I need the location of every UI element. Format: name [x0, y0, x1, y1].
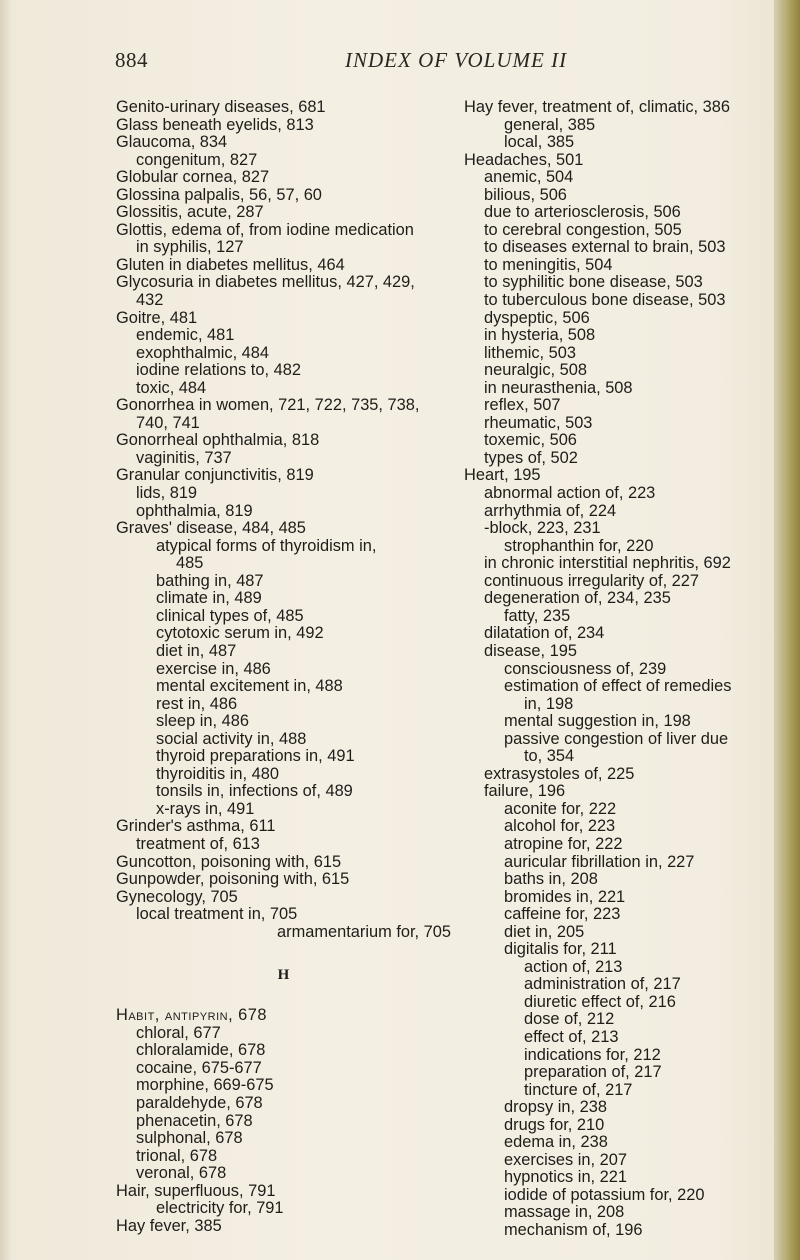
index-entry: neuralgic, 508 [484, 361, 587, 380]
index-entry: social activity in, 488 [156, 729, 307, 748]
index-entry: to, 354 [524, 747, 575, 766]
index-entry: cytotoxic serum in, 492 [156, 624, 324, 643]
page-edge [774, 0, 800, 1260]
index-entry: Grinder's asthma, 611 [116, 817, 276, 836]
index-entry: reflex, 507 [484, 396, 561, 415]
page-gutter-shadow [0, 0, 12, 1260]
index-entry: exercise in, 486 [156, 659, 271, 678]
index-entry: ophthalmia, 819 [136, 501, 253, 520]
index-entry: to cerebral congestion, 505 [484, 220, 682, 239]
index-entry: digitalis for, 211 [504, 940, 617, 959]
index-entry: rheumatic, 503 [484, 413, 593, 432]
index-entry: lids, 819 [136, 484, 198, 503]
index-entry: to tuberculous bone disease, 503 [484, 291, 726, 310]
index-entry: mental excitement in, 488 [156, 677, 343, 696]
index-entry: arrhythmia of, 224 [484, 501, 617, 520]
index-entry: 485 [176, 554, 204, 573]
index-entry: preparation of, 217 [524, 1063, 662, 1082]
index-entry: drugs for, 210 [504, 1115, 605, 1134]
index-entry: exercises in, 207 [504, 1150, 627, 1169]
index-entry: indications for, 212 [524, 1045, 661, 1064]
index-entry: trional, 678 [136, 1146, 218, 1165]
index-entry: 740, 741 [136, 413, 200, 432]
index-entry: Granular conjunctivitis, 819 [116, 466, 314, 485]
index-entry: diuretic effect of, 216 [524, 992, 676, 1011]
index-entry: passive congestion of liver due [504, 729, 729, 748]
index-entry: Heart, 195 [464, 466, 541, 485]
index-entry: Glycosuria in diabetes mellitus, 427, 429, [116, 273, 415, 292]
index-entry: continuous irregularity of, 227 [484, 571, 700, 590]
index-entry: morphine, 669-675 [136, 1076, 274, 1095]
index-entry: diet in, 487 [156, 641, 237, 660]
index-entry: dose of, 212 [524, 1010, 615, 1029]
index-entry: degeneration of, 234, 235 [484, 589, 671, 608]
index-entry: to meningitis, 504 [484, 255, 613, 274]
index-entry: electricity for, 791 [156, 1199, 284, 1218]
index-entry: general, 385 [504, 115, 596, 134]
index-entry: endemic, 481 [136, 326, 235, 345]
section-letter: H [277, 967, 290, 984]
index-entry: treatment of, 613 [136, 834, 260, 853]
index-entry: x-rays in, 491 [156, 799, 255, 818]
index-entry: chloralamide, 678 [136, 1041, 266, 1060]
index-entry: Glass beneath eyelids, 813 [116, 115, 314, 134]
index-entry: failure, 196 [484, 782, 566, 801]
index-entry: toxic, 484 [136, 378, 207, 397]
index-entries-right [464, 99, 776, 1240]
index-entry: thyroid preparations in, 491 [156, 747, 355, 766]
index-entry: hypnotics in, 221 [504, 1168, 628, 1187]
index-entry: in neurasthenia, 508 [484, 378, 633, 397]
index-entry: Guncotton, poisoning with, 615 [116, 852, 342, 871]
index-entry: effect of, 213 [524, 1027, 619, 1046]
index-entry: rest in, 486 [156, 694, 238, 713]
index-entry: tincture of, 217 [524, 1080, 633, 1099]
index-entry: Goitre, 481 [116, 308, 198, 327]
index-entry: mental suggestion in, 198 [504, 712, 691, 731]
index-entry: Glossina palpalis, 56, 57, 60 [116, 185, 322, 204]
index-entry: consciousness of, 239 [504, 659, 667, 678]
index-entry: edema in, 238 [504, 1133, 608, 1152]
index-entry: extrasystoles of, 225 [484, 764, 635, 783]
index-entry: Globular cornea, 827 [116, 168, 270, 187]
index-entry: Gluten in diabetes mellitus, 464 [116, 255, 345, 274]
index-entry: to diseases external to brain, 503 [484, 238, 726, 257]
running-head: INDEX OF VOLUME II [345, 48, 568, 72]
index-entry: dropsy in, 238 [504, 1098, 607, 1117]
index-entry: in syphilis, 127 [136, 238, 244, 257]
index-entry: disease, 195 [484, 641, 577, 660]
index-column-right [464, 99, 776, 1240]
index-entry: iodide of potassium for, 220 [504, 1185, 705, 1204]
index-entry: phenacetin, 678 [136, 1111, 253, 1130]
index-entry: sleep in, 486 [156, 712, 249, 731]
index-entry: dilatation of, 234 [484, 624, 605, 643]
index-entry: fatty, 235 [504, 606, 571, 625]
index-entry: to syphilitic bone disease, 503 [484, 273, 703, 292]
index-entry: thyroiditis in, 480 [156, 764, 279, 783]
index-entry: bromides in, 221 [504, 887, 626, 906]
index-entry: cocaine, 675-677 [136, 1058, 262, 1077]
index-entry: atropine for, 222 [504, 834, 623, 853]
index-entry: tonsils in, infections of, 489 [156, 782, 353, 801]
index-entry: bathing in, 487 [156, 571, 264, 590]
index-entry: lithemic, 503 [484, 343, 577, 362]
index-entry: vaginitis, 737 [136, 448, 232, 467]
index-entry: Gonorrhea in women, 721, 722, 735, 738, [116, 396, 420, 415]
index-entry: abnormal action of, 223 [484, 484, 656, 503]
index-entry: sulphonal, 678 [136, 1129, 243, 1148]
index-entry: Habit, antipyrin, 678 [116, 1006, 268, 1025]
index-entry: strophanthin for, 220 [504, 536, 654, 555]
index-entry: veronal, 678 [136, 1164, 227, 1183]
index-entry: Glossitis, acute, 287 [116, 203, 264, 222]
index-entry: massage in, 208 [504, 1203, 625, 1222]
index-entry: paraldehyde, 678 [136, 1093, 263, 1112]
index-entry: auricular fibrillation in, 227 [504, 852, 695, 871]
index-entry: armamentarium for, 705 [277, 922, 451, 941]
index-entry: Genito-urinary diseases, 681 [116, 98, 326, 116]
index-entry: toxemic, 506 [484, 431, 577, 450]
page-number: 884 [115, 48, 148, 72]
index-entry: Hay fever, 385 [116, 1216, 222, 1235]
index-entries-g [116, 99, 451, 941]
index-entry: aconite for, 222 [504, 799, 617, 818]
index-entry: clinical types of, 485 [156, 606, 304, 625]
index-entry: atypical forms of thyroidism in, [156, 536, 377, 555]
index-entry: administration of, 217 [524, 975, 681, 994]
index-entries-h [116, 1007, 451, 1235]
index-entry: Gunpowder, poisoning with, 615 [116, 870, 350, 889]
index-entry: Headaches, 501 [464, 150, 584, 169]
index-entry: in hysteria, 508 [484, 326, 596, 345]
index-entry: in chronic interstitial nephritis, 692 [484, 554, 731, 573]
index-entry: due to arteriosclerosis, 506 [484, 203, 681, 222]
index-entry: dyspeptic, 506 [484, 308, 590, 327]
index-entry: action of, 213 [524, 957, 623, 976]
index-column-left [116, 99, 451, 1235]
index-entry: estimation of effect of remedies [504, 677, 732, 696]
index-entry: bilious, 506 [484, 185, 567, 204]
index-entry: Graves' disease, 484, 485 [116, 519, 306, 538]
index-entry: local treatment in, 705 [136, 905, 298, 924]
index-entry: Gonorrheal ophthalmia, 818 [116, 431, 320, 450]
index-entry: climate in, 489 [156, 589, 262, 608]
index-entry: types of, 502 [484, 448, 578, 467]
index-entry: 432 [136, 291, 164, 310]
index-entry: -block, 223, 231 [484, 519, 601, 538]
index-entry: iodine relations to, 482 [136, 361, 301, 380]
index-entry: exophthalmic, 484 [136, 343, 270, 362]
index-entry: Glottis, edema of, from iodine medication [116, 220, 414, 239]
index-entry: local, 385 [504, 133, 575, 152]
index-entry: in, 198 [524, 694, 574, 713]
index-entry: Hair, superfluous, 791 [116, 1181, 276, 1200]
index-entry: caffeine for, 223 [504, 905, 621, 924]
index-entry: congenitum, 827 [136, 150, 258, 169]
index-entry: Gynecology, 705 [116, 887, 238, 906]
index-entry: Hay fever, treatment of, climatic, 386 [464, 98, 731, 116]
index-entry: chloral, 677 [136, 1023, 221, 1042]
index-entry: baths in, 208 [504, 870, 598, 889]
page-header [115, 48, 775, 78]
index-entry: alcohol for, 223 [504, 817, 616, 836]
index-entry: anemic, 504 [484, 168, 574, 187]
index-entry: diet in, 205 [504, 922, 585, 941]
index-entry: mechanism of, 196 [504, 1221, 643, 1239]
index-entry: Glaucoma, 834 [116, 133, 228, 152]
